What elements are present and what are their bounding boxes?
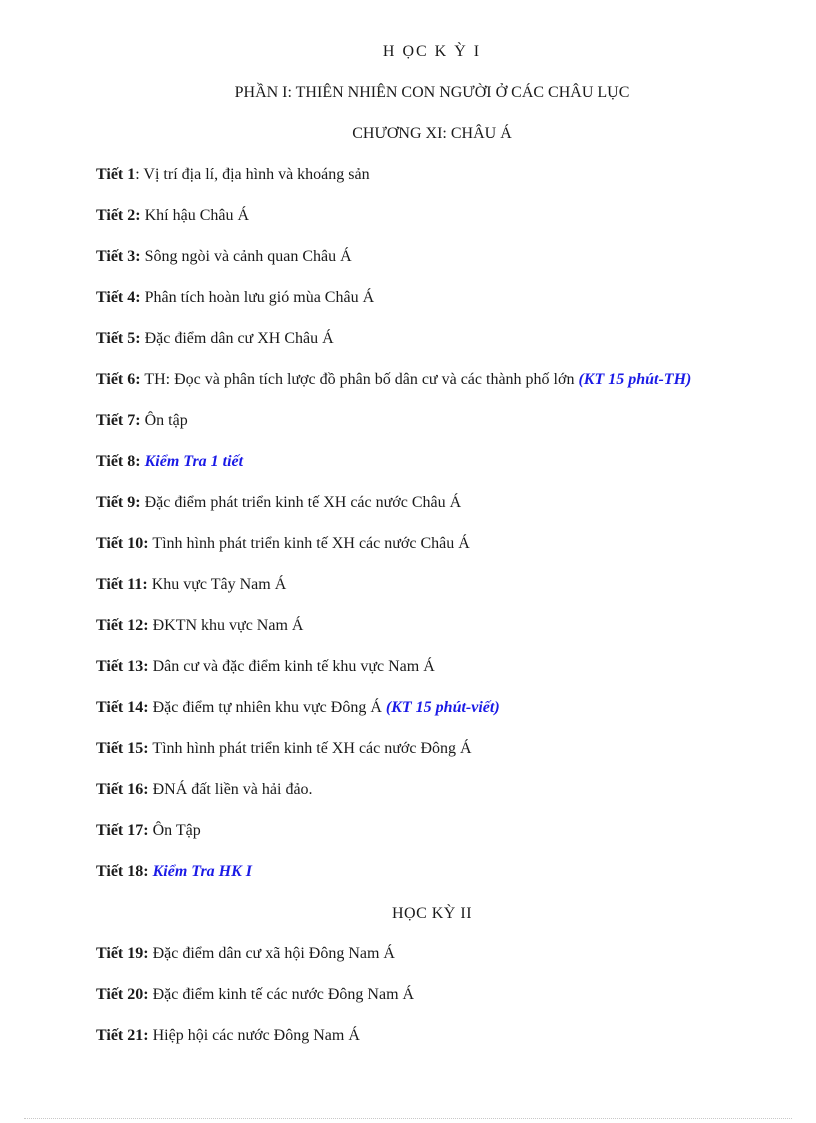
- lesson-title: Ôn tập: [144, 412, 188, 429]
- lesson-title: ĐKTN khu vực Nam Á: [152, 617, 304, 634]
- lesson-number: Tiết 13:: [96, 658, 149, 675]
- lesson-number: Tiết 10:: [96, 535, 149, 552]
- lesson-item: [96, 698, 500, 718]
- lesson-title: Ôn Tập: [152, 822, 201, 839]
- lesson-title: Đặc điểm dân cư xã hội Đông Nam Á: [152, 945, 395, 962]
- lesson-item: [96, 493, 461, 513]
- lesson-item: [96, 821, 201, 841]
- lesson-number: Tiết 19:: [96, 945, 149, 962]
- lesson-item: [96, 370, 691, 390]
- lesson-item: [96, 534, 470, 554]
- lesson-number: Tiết 14:: [96, 699, 149, 716]
- lesson-number: Tiết 2:: [96, 207, 141, 224]
- page-bottom-divider: [24, 1118, 792, 1119]
- lesson-title: Tình hình phát triển kinh tế XH các nước Đông Á: [152, 740, 472, 757]
- lesson-item: [96, 739, 472, 759]
- lesson-note: (KT 15 phút-TH): [578, 371, 692, 388]
- part-heading: PHẦN I: THIÊN NHIÊN CON NGƯỜI Ở CÁC CHÂU LỤC: [234, 84, 630, 101]
- lesson-number: Tiết 16:: [96, 781, 149, 798]
- lesson-number: Tiết 20:: [96, 986, 149, 1003]
- lesson-number: Tiết 4:: [96, 289, 141, 306]
- lesson-note: Kiểm Tra 1 tiết: [144, 453, 244, 470]
- lesson-number: Tiết 15:: [96, 740, 149, 757]
- lesson-item: [96, 206, 249, 226]
- lesson-number: Tiết 6:: [96, 371, 141, 388]
- lesson-title: Đặc điểm dân cư XH Châu Á: [144, 330, 334, 347]
- lesson-title: Vị trí địa lí, địa hình và khoáng sản: [143, 166, 370, 183]
- lesson-item: [96, 780, 313, 800]
- lesson-number: Tiết 18:: [96, 863, 149, 880]
- lesson-title: Khu vực Tây Nam Á: [151, 576, 287, 593]
- lesson-number: Tiết 17:: [96, 822, 149, 839]
- lesson-title: Dân cư và đặc điểm kinh tế khu vực Nam Á: [152, 658, 435, 675]
- lesson-item: [96, 616, 303, 636]
- lesson-number: Tiết 1: [96, 166, 136, 183]
- semester-2-heading: HỌC KỲ II: [391, 905, 473, 922]
- lesson-number: Tiết 21:: [96, 1027, 149, 1044]
- lesson-number: Tiết 8:: [96, 453, 141, 470]
- lesson-title: Tình hình phát triển kinh tế XH các nước Châu Á: [152, 535, 470, 552]
- lesson-title: ĐNÁ đất liền và hải đảo.: [152, 781, 313, 798]
- lesson-item: [96, 411, 188, 431]
- lesson-item: [96, 657, 435, 677]
- lesson-number: Tiết 5:: [96, 330, 141, 347]
- lesson-title: TH: Đọc và phân tích lược đồ phân bố dân cư và các thành phố lớn: [144, 371, 579, 388]
- lesson-item: [96, 288, 374, 308]
- lesson-note: Kiểm Tra HK I: [152, 863, 253, 880]
- semester-1-heading: H ỌC K Ỳ I: [382, 43, 482, 60]
- lesson-item: [96, 452, 243, 472]
- lesson-title: Khí hậu Châu Á: [144, 207, 250, 224]
- lesson-number: Tiết 9:: [96, 494, 141, 511]
- lesson-number: Tiết 11:: [96, 576, 148, 593]
- lesson-title: Đặc điểm kinh tế các nước Đông Nam Á: [152, 986, 415, 1003]
- lesson-item: [96, 247, 352, 267]
- lesson-item: [96, 944, 395, 964]
- lesson-title: Đặc điểm tự nhiên khu vực Đông Á: [152, 699, 386, 716]
- lesson-separator: :: [135, 166, 144, 183]
- lesson-item: [96, 575, 286, 595]
- lesson-item: [96, 165, 370, 185]
- lesson-title: Hiệp hội các nước Đông Nam Á: [152, 1027, 360, 1044]
- lesson-item: [96, 1026, 360, 1046]
- chapter-heading: CHƯƠNG XI: CHÂU Á: [352, 125, 512, 142]
- lesson-number: Tiết 7:: [96, 412, 141, 429]
- lesson-number: Tiết 12:: [96, 617, 149, 634]
- lesson-item: [96, 329, 334, 349]
- lesson-note: (KT 15 phút-viết): [385, 699, 500, 716]
- lesson-title: Sông ngòi và cảnh quan Châu Á: [144, 248, 352, 265]
- lesson-item: [96, 862, 252, 882]
- lesson-item: [96, 985, 414, 1005]
- lesson-number: Tiết 3:: [96, 248, 141, 265]
- lesson-title: Phân tích hoàn lưu gió mùa Châu Á: [144, 289, 375, 306]
- lesson-title: Đặc điểm phát triển kinh tế XH các nước Châu Á: [144, 494, 462, 511]
